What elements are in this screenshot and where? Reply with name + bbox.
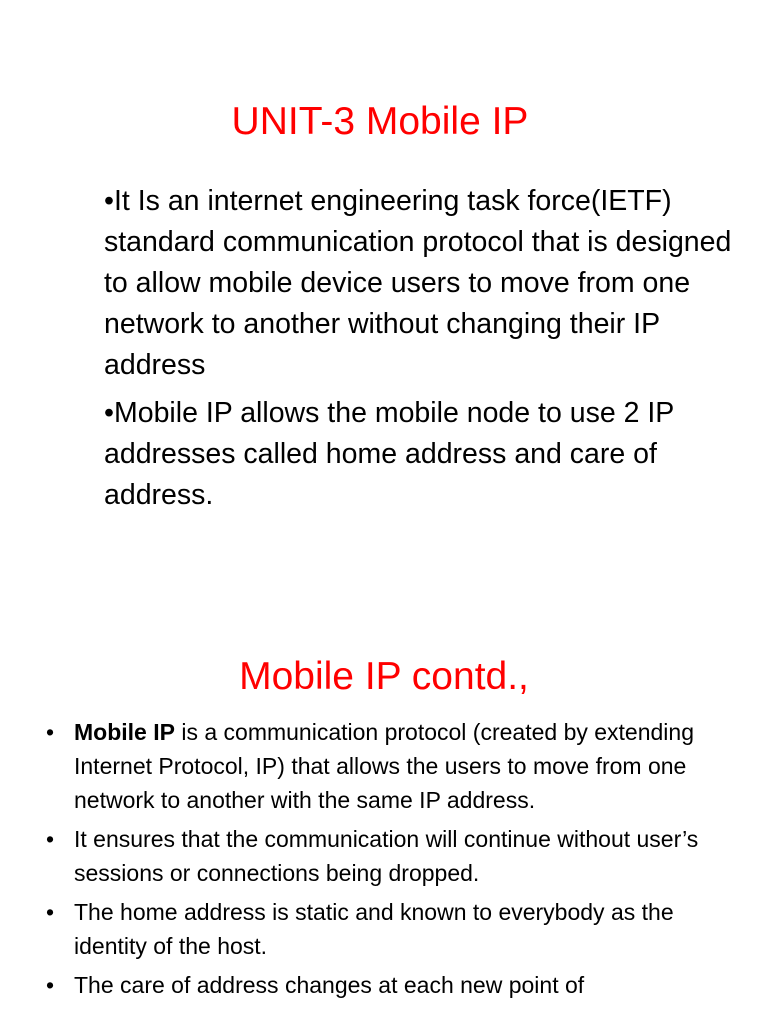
- bullet-text: It Is an internet engineering task force(IETF) standard communication protocol that is designed to allow mobile device users to move from one network to another without changing their IP address: [104, 185, 732, 381]
- slide-2-bullet-list: [46, 715, 736, 1007]
- bullet-text: The care of address changes at each new point of: [74, 972, 585, 998]
- list-item: [104, 181, 744, 386]
- list-item: [46, 715, 736, 817]
- slide-1-bullet-list: [104, 181, 744, 523]
- slide-2-title: Mobile IP contd.,: [239, 655, 529, 699]
- list-item: [104, 393, 744, 516]
- bullet-text: The home address is static and known to everybody as the identity of the host.: [74, 899, 674, 959]
- bullet-icon: •: [46, 719, 55, 745]
- bullet-icon: •: [104, 185, 114, 217]
- slide-2: [0, 560, 768, 1024]
- bullet-icon: •: [46, 826, 55, 852]
- bullet-text: Mobile IP allows the mobile node to use 2 IP addresses called home address and care of address.: [104, 397, 674, 511]
- slide-1-title: UNIT-3 Mobile IP: [231, 100, 529, 144]
- bullet-icon: •: [104, 397, 114, 429]
- bullet-text: is a communication protocol (created by extending Internet Protocol, IP) that allows the users to move from one network to another with the same IP address.: [74, 719, 695, 813]
- bullet-text: It ensures that the communication will continue without user’s sessions or connections being dropped.: [74, 826, 699, 886]
- list-item: [46, 968, 736, 1002]
- bullet-icon: •: [46, 899, 55, 925]
- bullet-bold-term: Mobile IP: [74, 719, 175, 745]
- list-item: [46, 822, 736, 890]
- list-item: [46, 895, 736, 963]
- bullet-icon: •: [46, 972, 55, 998]
